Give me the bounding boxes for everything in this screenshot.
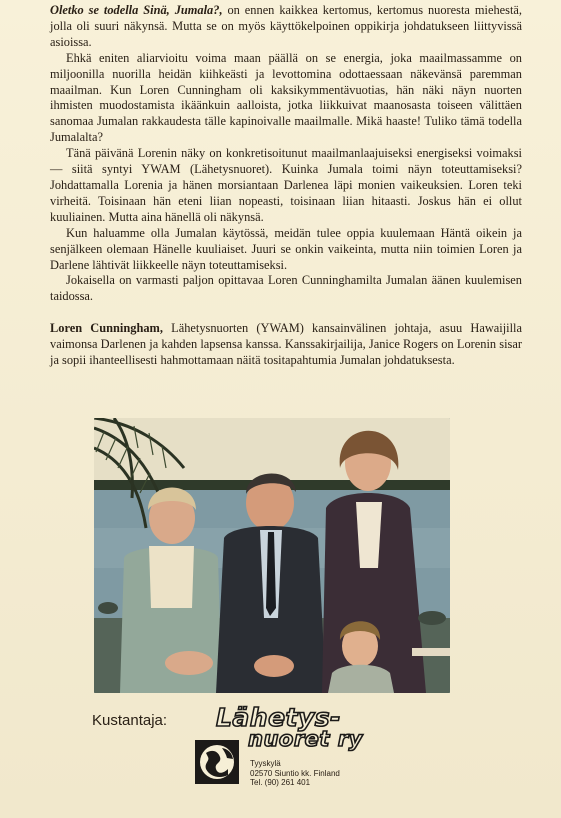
paragraph-energy: Ehkä eniten aliarvioitu voima maan päällä on se energia, joka maailmassamme on miljoonilla nuorilla heidän kiihkeästi ja levottomina odottaessaan näkevänsä paremman maailman. Kun Loren Cunningham oli kaksikymmentävuotias, hän näki näyn nuorten ihmisten muodostamista ikäänkuin aalloista, jotka liikkuivat maanosasta toiseen välittäen sanomaa Jumalan rakkaudesta tälle kapinoivalle maailmalle. Mikä haaste! Tuliko tämä todella Jumalalta? bbox=[50, 50, 522, 145]
publisher-logo bbox=[194, 703, 394, 807]
address-line-1: Tyyskylä bbox=[250, 759, 281, 768]
globe-emblem-icon bbox=[194, 739, 240, 785]
paragraph-intro bbox=[50, 3, 522, 51]
blurb-text bbox=[50, 3, 522, 369]
address-line-2: 02570 Siuntio kk. Finland bbox=[250, 768, 340, 778]
author-bio bbox=[50, 321, 522, 369]
author-bio-text: Lähetysnuorten (YWAM) kansainvälinen johtaja, asuu Hawaijilla vaimonsa Darlenen ja kahden lapsensa kanssa. Kanssakirjailija, Janice Rogers on Lorenin sisar ja sopii ihanteellisesti hahmottamaan näitä tositapahtumia Jumalan johdatuksesta. bbox=[50, 321, 522, 368]
paragraph-closing: Jokaisella on varmasti paljon opittavaa Loren Cunninghamilta Jumalan äänen kuulemisen taidossa. bbox=[50, 273, 522, 304]
paragraph-obedience: Kun haluamme olla Jumalan käytössä, meidän tulee oppia kuulemaan Häntä oikein ja senjälkeen olemaan Hänelle kuuliaiset. Juuri se onkin vaikeinta, mutta niin toimien Loren ja Darlene lähtivät liikkeelle näyn toteuttamiseksi. bbox=[50, 225, 522, 272]
logo-text-line2: nuoret ry bbox=[248, 727, 363, 751]
author-name: Loren Cunningham, bbox=[50, 321, 163, 336]
paragraph-intro-text: on ennen kaikkea kertomus, kertomus nuoresta miehestä, jolla oli suuri näkynsä. Mutta se on myös käyttökelpoinen oppikirja johdatukseen liittyvissä asioissa. bbox=[50, 3, 522, 49]
logo-text-line1: Lähetys- bbox=[216, 703, 342, 732]
address-line-3: Tel. (90) 261 401 bbox=[250, 778, 311, 787]
paragraph-ywam: Tänä päivänä Lorenin näky on konkretisoitunut maailmanlaajuiseksi energiseksi voimaksi — siitä syntyi YWAM (Lähetysnuoret). Kuinka Jumala toimi näyn toteuttamiseksi? Johdattamalla Lorenia ja hänen morsiantaan Darlenea läpi monien vaikeuksien. Loren teki virheitä. Toisinaan hän eteni liian nopeasti, toisinaan liian hitaasti. Joskus hän ei ollut kuuliainen. Mutta aina hänellä oli näkynsä. bbox=[50, 146, 522, 224]
family-photo-image bbox=[94, 418, 450, 693]
book-title-italic: Oletko se todella Sinä, Jumala?, bbox=[50, 3, 223, 17]
publisher-address bbox=[250, 759, 340, 788]
family-photo bbox=[94, 418, 450, 693]
publisher-label: Kustantaja: bbox=[92, 712, 168, 729]
